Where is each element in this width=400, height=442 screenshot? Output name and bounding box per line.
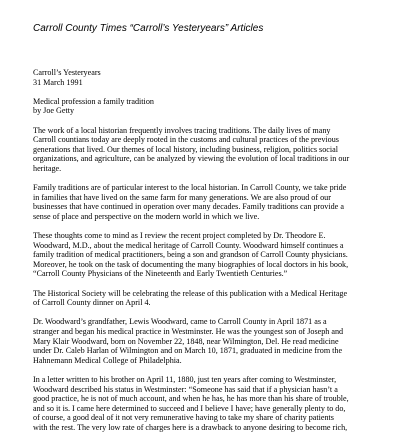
article-meta [33, 68, 373, 87]
article-paragraph [33, 317, 373, 365]
paragraph-line: Woodward described his status in Westminster: “Someone has said that if a physician hasn’t a [33, 384, 338, 394]
paragraph-line: “Carroll County Physicians of the Nineteenth and Early Twentieth Centuries.” [33, 269, 288, 279]
paragraph-line: Moreover, he took on the task of documenting the many biographies of local doctors in his book, [33, 259, 349, 269]
paragraph-line: generations that lived. Our themes of local history, including business, religion, politics social [33, 144, 339, 154]
article-paragraph [33, 126, 373, 174]
article-paragraph [33, 183, 373, 221]
paragraph-line: of course, a good deal of it not very remunerative having to take my share of charity patients [33, 413, 334, 423]
paragraph-line: and so it is. I came here determined to succeed and I believe I have; have generally plenty to do, [33, 403, 346, 413]
article-paragraph [33, 289, 373, 308]
column-name: Carroll’s Yesteryears [33, 68, 101, 77]
paragraph-line: These thoughts come to mind as I review the recent project completed by Dr. Theodore E. [33, 231, 326, 241]
article-paragraph [33, 231, 373, 279]
paragraph-line: Mary Klair Woodward, born on November 22, 1848, near Wilmington, Del. He read medicine [33, 336, 339, 346]
article-paragraph [33, 375, 373, 433]
paragraph-line: in families that have lived on the same farm for many generations. We are also proud of our [33, 192, 331, 202]
paragraph-line: under Dr. Caleb Harlan of Wilmington and on March 10, 1871, graduated in medicine from the [33, 346, 343, 356]
paragraph-line: Dr. Woodward’s grandfather, Lewis Woodward, came to Carroll County in April 1871 as a [33, 317, 327, 327]
paragraph-line: Family traditions are of particular interest to the local historian. In Carroll County, we take pride [33, 183, 347, 193]
paragraph-line: The Historical Society will be celebrating the release of this publication with a Medical Heritage [33, 288, 348, 298]
article-body [33, 68, 373, 442]
paragraph-line: businesses that have continued in operation over many decades. Family traditions can provide a [33, 202, 344, 212]
paragraph-line: sense of place and perspective on the modern world in which we live. [33, 211, 260, 221]
paragraph-line: organizations, and agriculture, can be analyzed by viewing the evolution of local traditions in our [33, 154, 350, 164]
article-date: 31 March 1991 [33, 77, 83, 87]
paragraph-line: Hahnemann Medical College of Philadelphia. [33, 355, 182, 365]
article-paragraphs [33, 126, 373, 433]
paragraph-line: good practice, he is not of much account, and when he has, he has more than his share of trouble, [33, 394, 349, 404]
paragraph-line: family tradition of medical practitioners, being a son and grandson of Carroll County physicians. [33, 250, 348, 260]
document-header-title: Carroll County Times “Carroll’s Yesteryears” Articles [33, 23, 264, 34]
paragraph-line: stranger and began his medical practice in Westminster. He was the youngest son of Joseph and [33, 327, 344, 337]
article-headline: Medical profession a family tradition [33, 96, 154, 106]
paragraph-line: of Carroll County dinner on April 4. [33, 298, 151, 308]
paragraph-line: In a letter written to his brother on April 11, 1880, just ten years after coming to Westminster, [33, 375, 337, 384]
paragraph-line: heritage. [33, 163, 62, 173]
article-heading [33, 97, 373, 116]
article-byline: by Joe Getty [33, 106, 75, 116]
paragraph-line: with the rest. The very low rate of charges here is a drawback to anyone desiring to become rich, [33, 422, 348, 432]
paragraph-line: Carroll countians today are deeply rooted in the customs and cultural practices of the previous [33, 135, 339, 145]
paragraph-line: Woodward, M.D., about the medical heritage of Carroll County. Woodward himself continues a [33, 240, 344, 250]
paragraph-line: The work of a local historian frequently involves tracing traditions. The daily lives of many [33, 125, 331, 135]
